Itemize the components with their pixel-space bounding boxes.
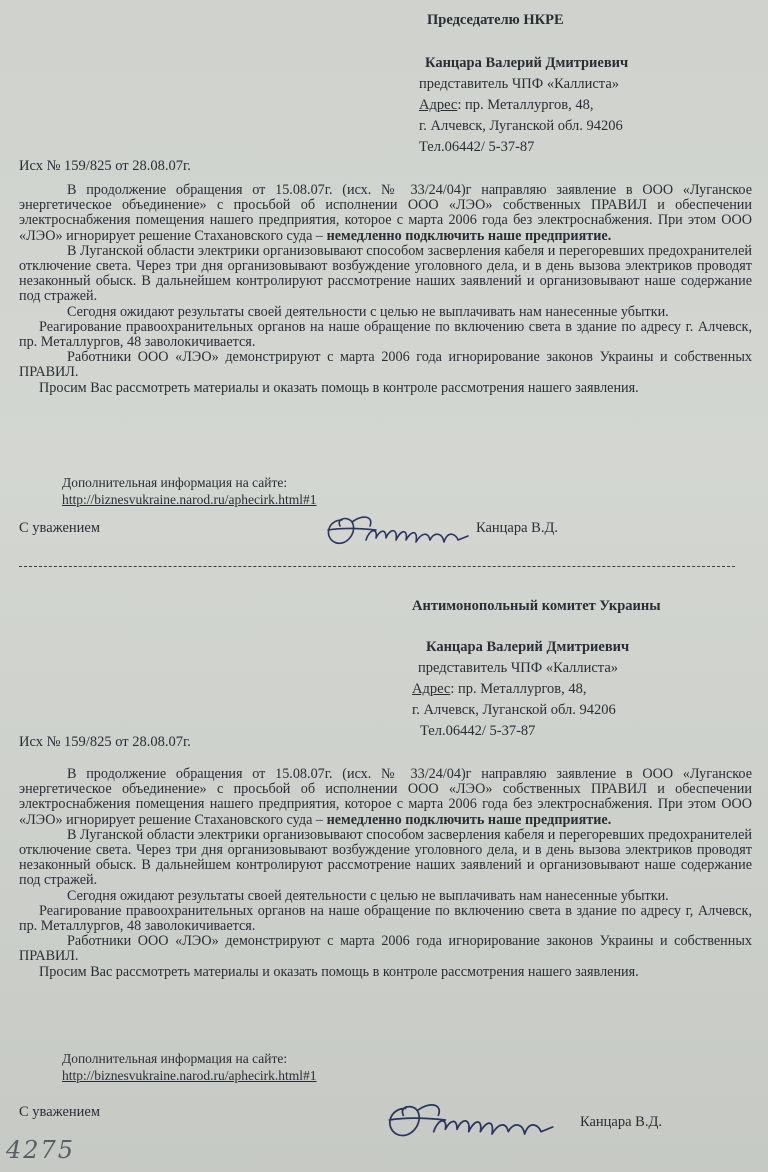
sender-role: представитель ЧПФ «Каллиста» <box>419 76 620 92</box>
paragraph-text: В продолжение обращения от 15.08.07г. (исх. № 33/24/04)г направляю заявление в ООО «Луганское энергетическое объединение» с просьбой об исполнении ООО «ЛЭО» собственных ПРАВИЛ и обеспечении электроснабжения помещения нашего предприятия, которое с марта 2006 года без электроснабжения. При этом ООО «ЛЭО» игнорирует решение Стахановского суда – <box>19 182 752 244</box>
paragraph-bold: немедленно подключить наше предприятие. <box>326 227 612 244</box>
letter-body <box>19 183 752 396</box>
info-label: Дополнительная информация на сайте: <box>62 475 288 490</box>
outgoing-reference: Исх № 159/825 от 28.08.07г. <box>19 734 191 750</box>
closing: С уважением <box>19 1104 101 1120</box>
paragraph: Реагирование правоохранительных органов на наше обращение по включению света в здание по адресу г, Алчевск, пр. Металлургов, 48 заволокичивается. <box>19 902 752 935</box>
paragraph: В Луганской области электрики организовывают способом засверления кабеля и перегоревших предохранителей отключение света. Через три дня организовывают возбуждение уголовного дела, и в день вызова электриков проводят незаконный обыск. В дальнейшем контролируют рассмотрение наших заявлений и организовывают наше содержание под стражей. <box>19 826 752 889</box>
sender-role: представитель ЧПФ «Каллиста» <box>418 660 619 676</box>
address-line-1: : пр. Металлургов, 48, <box>457 97 594 113</box>
signer-name: Канцара В.Д. <box>580 1114 662 1130</box>
sender-address <box>412 679 661 700</box>
address-line-1: : пр. Металлургов, 48, <box>450 681 587 697</box>
address-block <box>419 10 628 158</box>
addressee: Антимонопольный комитет Украины <box>412 598 661 614</box>
paragraph: Просим Вас рассмотреть материалы и оказать помощь в контроле рассмотрения нашего заявления. <box>39 379 639 396</box>
paragraph-text: В продолжение обращения от 15.08.07г. (исх. № 33/24/04)г направляю заявление в ООО «Луганское энергетическое объединение» с просьбой об исполнении ООО «ЛЭО» собственных ПРАВИЛ и обеспечении электроснабжения помещения нашего предприятия, которое с марта 2006 года без электроснабжения. При этом ООО «ЛЭО» игнорирует решение Стахановского суда – <box>19 766 752 828</box>
closing: С уважением <box>19 520 101 536</box>
info-link[interactable]: http://biznesvukraine.narod.ru/aphecirk.html#1 <box>62 1068 317 1083</box>
sender-name: Канцара Валерий Дмитриевич <box>426 639 630 655</box>
address-label: Адрес <box>419 97 458 113</box>
paragraph: Сегодня ожидают результаты своей деятельности с целью не выплачивать нам нанесенные убытки. <box>67 303 669 320</box>
paragraph: Работники ООО «ЛЭО» демонстрируют с марта 2006 года игнорирование законов Украины и собственных ПРАВИЛ. <box>19 933 752 965</box>
cut-line-divider <box>19 566 735 567</box>
address-label: Адрес <box>412 681 451 697</box>
paragraph: Работники ООО «ЛЭО» демонстрируют с марта 2006 года игнорирование законов Украины и собственных ПРАВИЛ. <box>19 349 752 381</box>
sender-name: Канцара Валерий Дмитриевич <box>425 55 629 71</box>
info-label: Дополнительная информация на сайте: <box>62 1051 288 1066</box>
additional-info <box>62 1050 317 1084</box>
additional-info <box>62 474 317 508</box>
address-block <box>412 596 661 742</box>
signature-icon <box>318 506 478 554</box>
paragraph-bold: немедленно подключить наше предприятие. <box>326 811 612 828</box>
letter-body <box>19 767 752 980</box>
paragraph: Сегодня ожидают результаты своей деятельности с целью не выплачивать нам нанесенные убытки. <box>67 887 669 904</box>
phone: Тел.06442/ 5-37-87 <box>420 723 536 739</box>
signature-icon <box>376 1092 566 1148</box>
outgoing-reference: Исх № 159/825 от 28.08.07г. <box>19 158 191 174</box>
phone: Тел.06442/ 5-37-87 <box>419 139 535 155</box>
paragraph: Просим Вас рассмотреть материалы и оказать помощь в контроле рассмотрения нашего заявления. <box>39 963 639 980</box>
paragraph: В Луганской области электрики организовывают способом засверления кабеля и перегоревших предохранителей отключение света. Через три дня организовывают возбуждение уголовного дела, и в день вызова электриков проводят незаконный обыск. В дальнейшем контролируют рассмотрение наших заявлений и организовывают наше содержание под стражей. <box>19 242 752 305</box>
handwritten-note: 4275 <box>6 1136 76 1164</box>
info-link[interactable]: http://biznesvukraine.narod.ru/aphecirk.html#1 <box>62 492 317 507</box>
address-line-2: г. Алчевск, Луганской обл. 94206 <box>419 118 623 134</box>
paragraph <box>19 767 752 828</box>
signer-name: Канцара В.Д. <box>476 520 558 536</box>
addressee: Председателю НКРЕ <box>427 12 564 28</box>
sender-address <box>419 95 628 116</box>
paragraph <box>19 183 752 244</box>
paragraph: Реагирование правоохранительных органов на наше обращение по включению света в здание по адресу г. Алчевск, пр. Металлургов, 48 заволокичивается. <box>19 318 752 351</box>
address-line-2: г. Алчевск, Луганской обл. 94206 <box>412 702 616 718</box>
